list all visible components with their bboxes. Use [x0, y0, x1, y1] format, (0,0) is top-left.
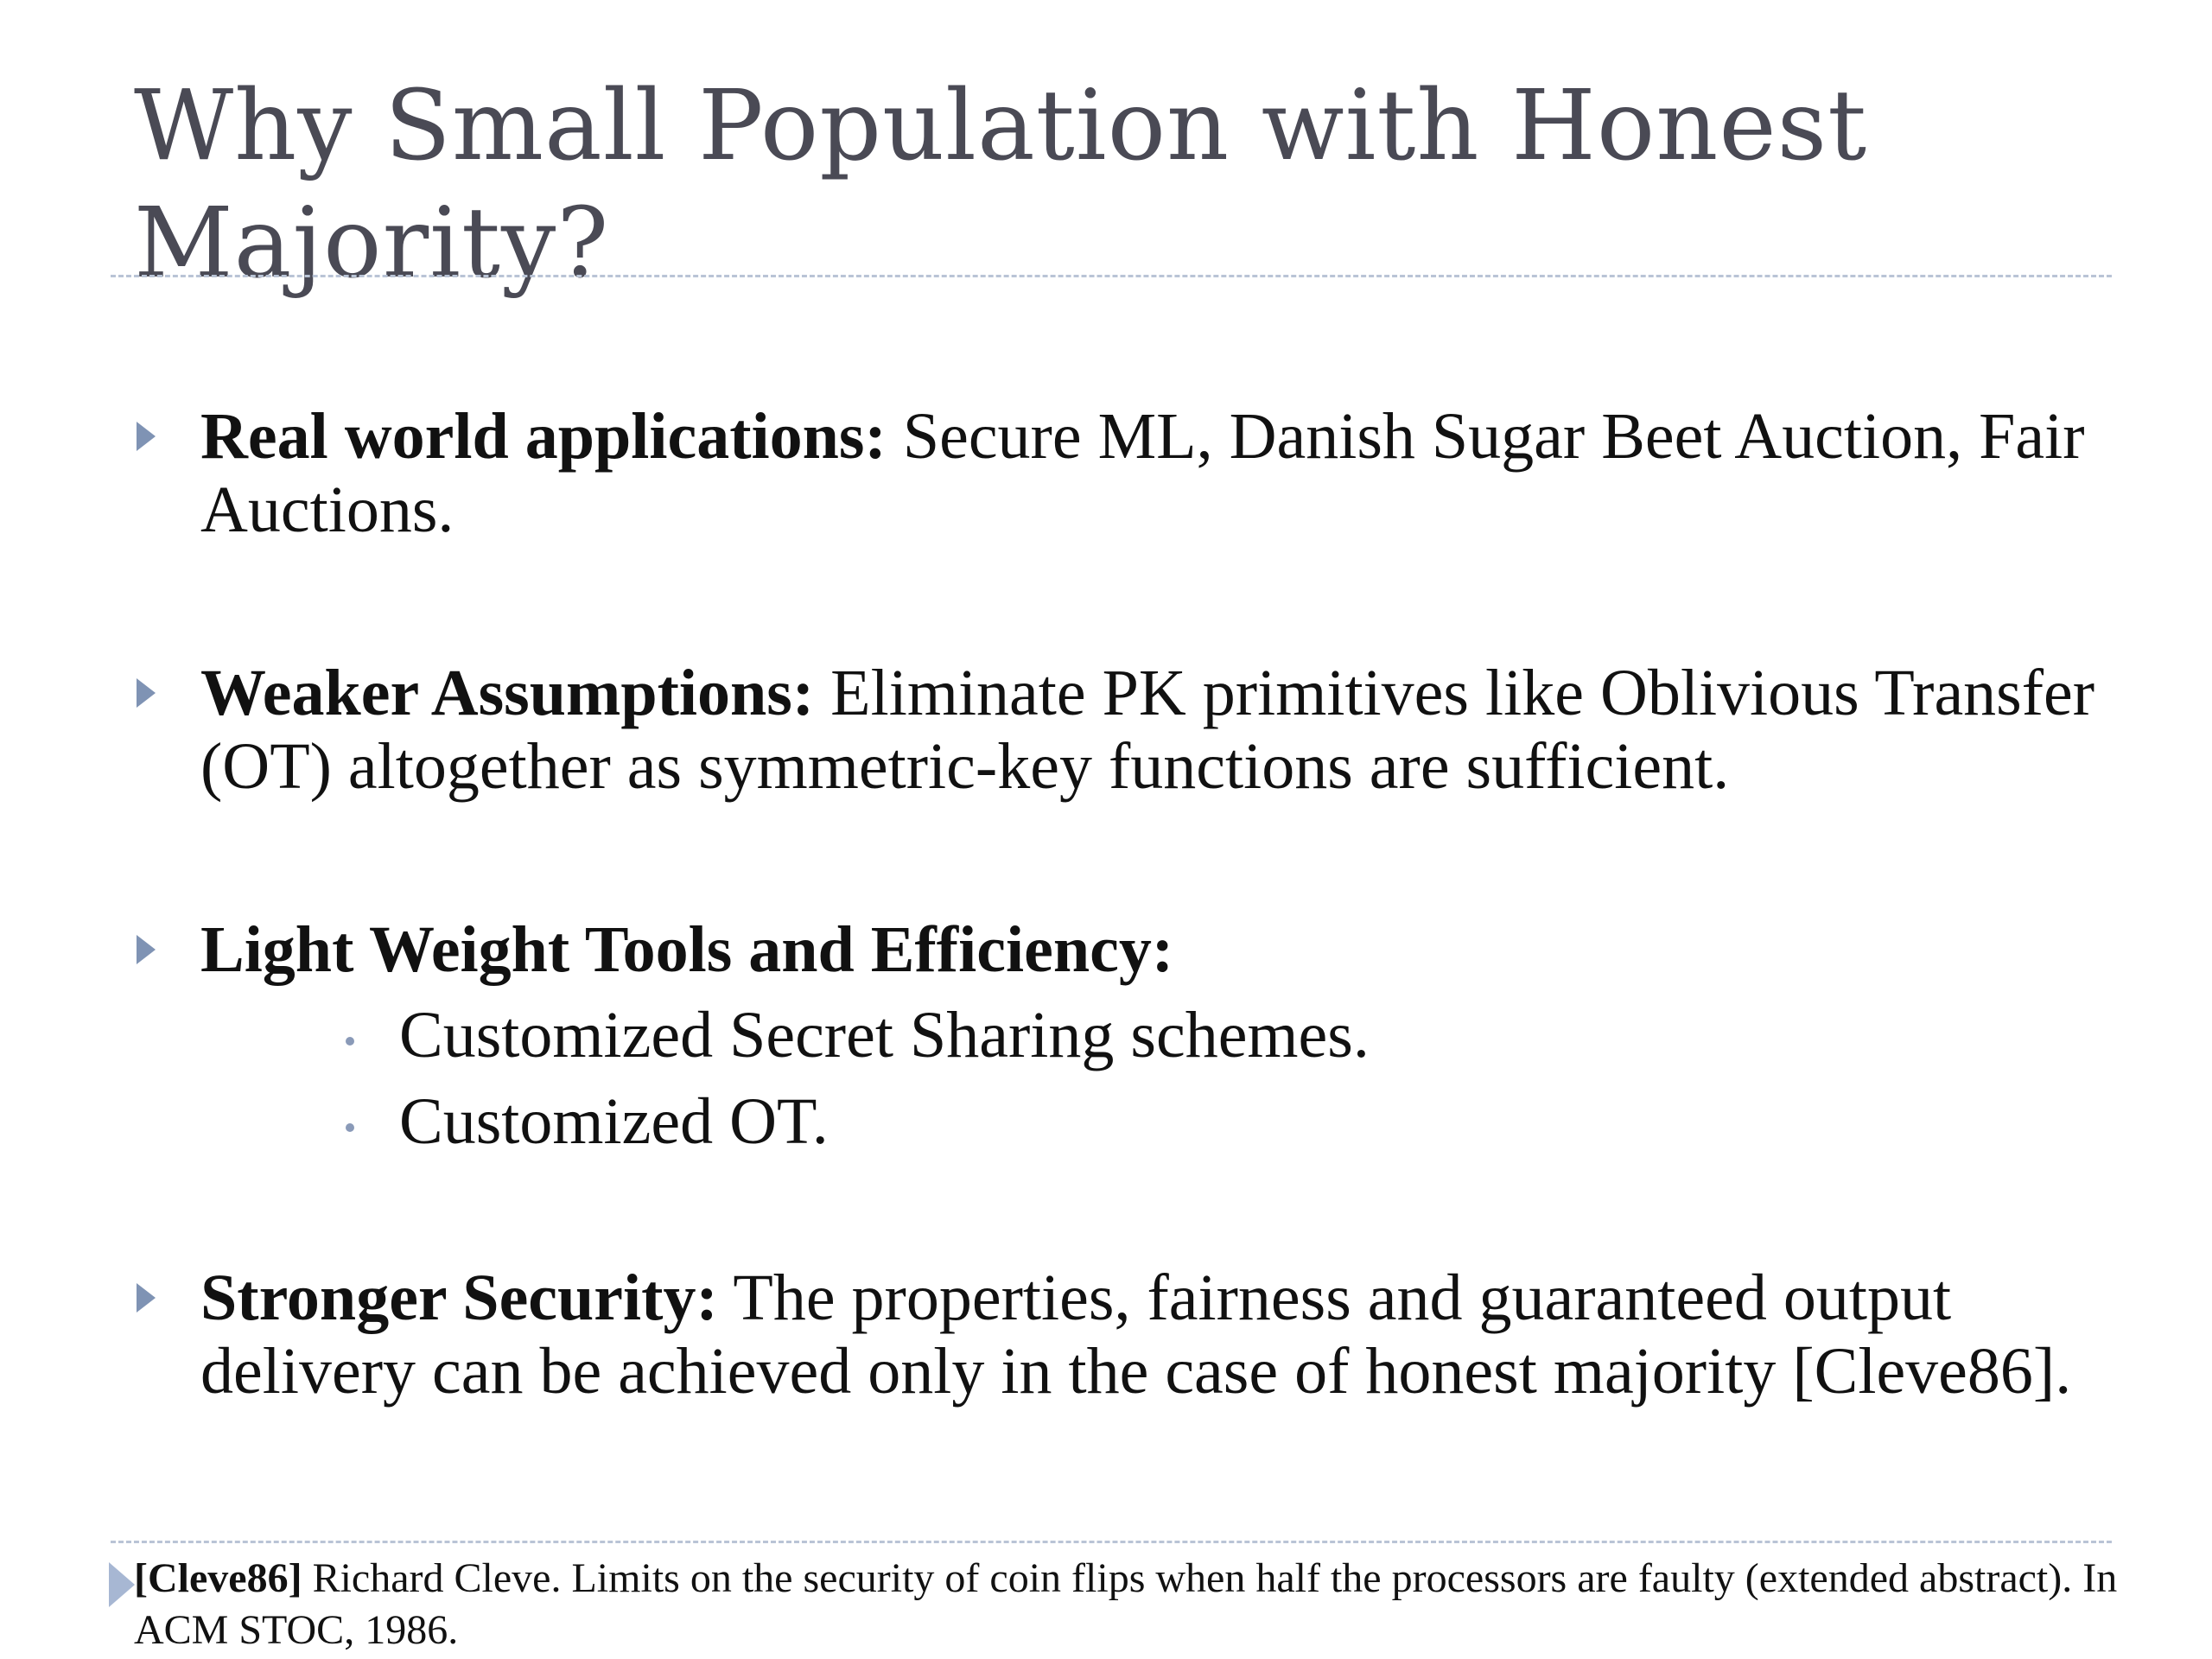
bullet-stronger-security — [200, 1262, 2101, 1408]
bullet-real-world-applications — [200, 400, 2101, 547]
bullet-heading: Weaker Assumptions: — [200, 657, 815, 729]
triangle-right-icon — [137, 422, 156, 451]
bullet-text: The properties, fairness and guaranteed output delivery can be achieved only in the case of honest majority [Cleve86]. — [200, 1262, 2072, 1408]
bullet-heading: Real world applications: — [200, 400, 887, 473]
triangle-right-icon — [137, 935, 156, 964]
triangle-right-icon — [137, 1283, 156, 1313]
bullet-heading: Light Weight Tools and Efficiency: — [200, 913, 1174, 986]
triangle-right-icon — [109, 1562, 135, 1607]
bullet-text: Eliminate PK primitives like Oblivious Transfer (OT) altogether as symmetric-key functions are sufficient. — [200, 657, 2095, 803]
triangle-right-icon — [137, 678, 156, 708]
bullet-heading: Stronger Security: — [200, 1262, 718, 1334]
footnote-text: Richard Cleve. Limits on the security of coin flips when half the processors are faulty (extended abstract). In ACM STOC, 1986. — [134, 1555, 2118, 1653]
footnote-citation — [134, 1553, 2208, 1656]
bullet-light-weight-tools — [200, 913, 2101, 987]
dot-icon — [346, 1037, 354, 1046]
subitem-secret-sharing: Customized Secret Sharing schemes. — [399, 999, 1370, 1071]
footnote-divider — [111, 1541, 2112, 1543]
title-divider — [111, 275, 2112, 277]
subitem-customized-ot: Customized OT. — [399, 1085, 829, 1158]
slide-title: Why Small Population with Honest Majority? — [134, 70, 1868, 300]
bullet-weaker-assumptions — [200, 657, 2101, 804]
dot-icon — [346, 1123, 354, 1132]
bullet-text: Secure ML, Danish Sugar Beet Auction, Fair Auctions. — [200, 400, 2085, 546]
footnote-ref: [Cleve86] — [134, 1555, 302, 1601]
